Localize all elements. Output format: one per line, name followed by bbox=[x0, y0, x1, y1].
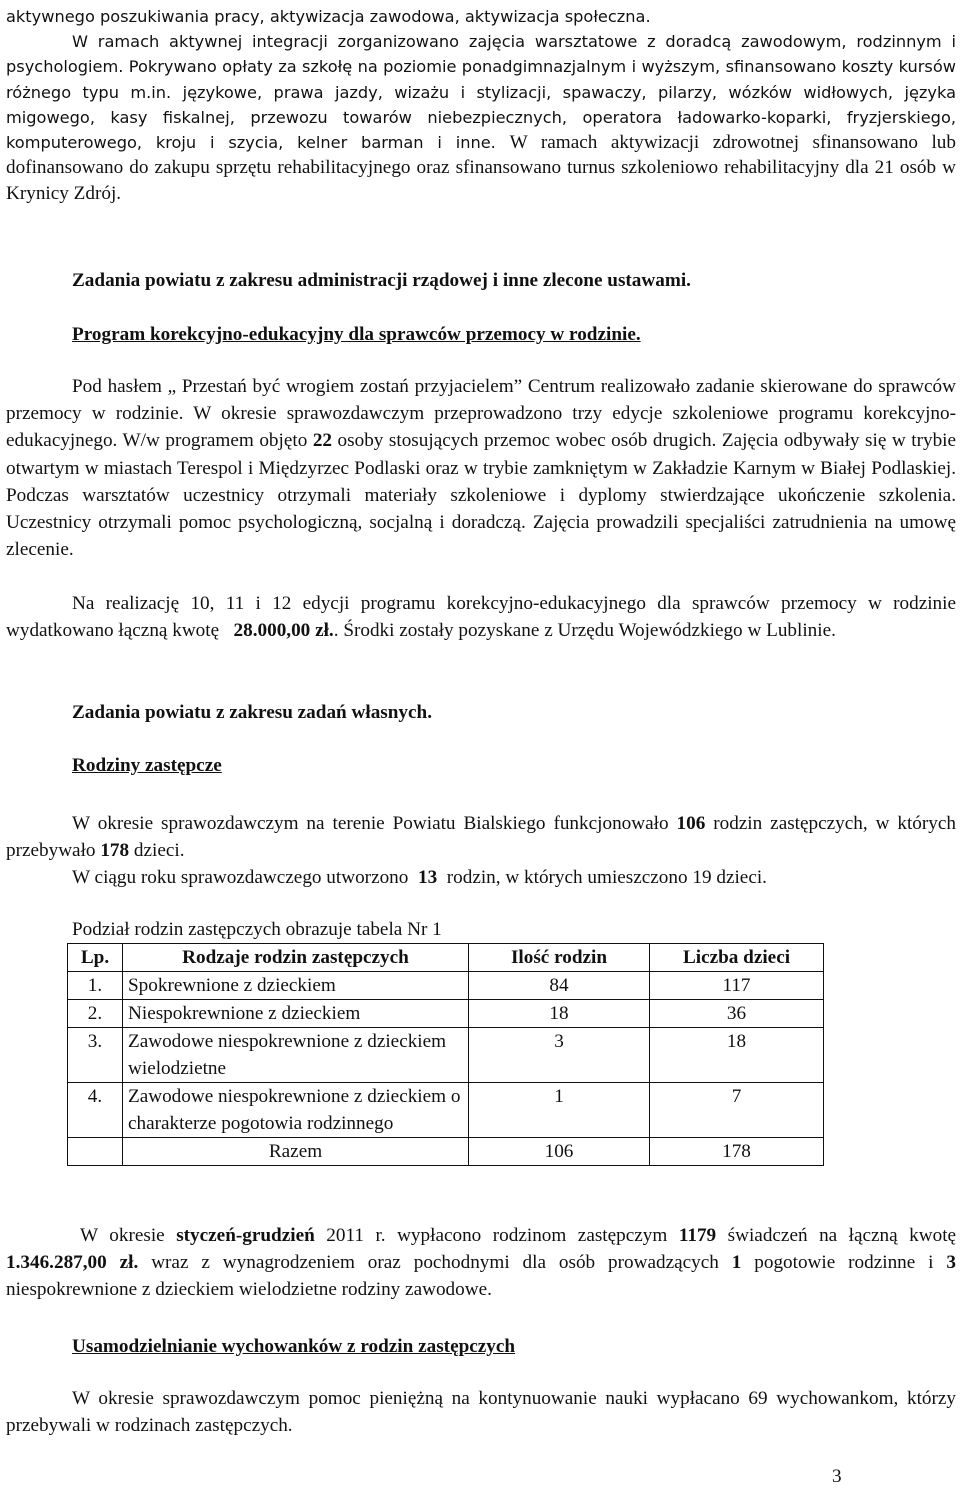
paragraph-health-activation: W ramach aktywizacji zdrowotnej sfinansowano lub dofinansowano do zakupu sprzętu rehabilitacyjnego oraz sfinansowano turnus szkoleniowo rehabilitacyjny dla 21 osób w Krynicy Zdrój. bbox=[6, 132, 956, 204]
section-heading-correction-program: Program korekcyjno-edukacyjny dla sprawców przemocy w rodzinie. bbox=[72, 324, 641, 345]
table-header-row bbox=[68, 944, 824, 972]
table-cell: 178 bbox=[650, 1138, 824, 1166]
paragraph-payments bbox=[6, 1222, 956, 1304]
professional-families-count: 3 bbox=[946, 1252, 957, 1274]
new-families-count: 13 bbox=[417, 867, 438, 888]
column-header: Liczba dzieci bbox=[650, 944, 824, 972]
table-cell: Niespokrewnione z dzieckiem bbox=[123, 1000, 469, 1028]
paragraph-text: niespokrewnione z dzieckiem wielodzietne rodziny zawodowe. bbox=[6, 1279, 492, 1301]
paragraph-new-families bbox=[6, 864, 956, 891]
table-cell: 2. bbox=[68, 1000, 123, 1028]
table-row bbox=[68, 1028, 824, 1083]
table-cell: 84 bbox=[469, 972, 650, 1000]
table-cell: 18 bbox=[469, 1000, 650, 1028]
column-header: Lp. bbox=[68, 944, 123, 972]
paragraph-text: świadczeń na łączną kwotę bbox=[727, 1225, 957, 1246]
table-cell: 3. bbox=[68, 1028, 123, 1083]
paragraph-activation bbox=[6, 4, 956, 29]
payments-amount: 1.346.287,00 zł. bbox=[6, 1252, 139, 1274]
paragraph-text: dzieci. bbox=[133, 840, 185, 862]
section-heading-independence: Usamodzielnianie wychowanków z rodzin zastępczych bbox=[72, 1336, 516, 1357]
table-cell: Zawodowe niespokrewnione z dzieckiem o charakterze pogotowia rodzinnego bbox=[123, 1083, 469, 1138]
paragraph-text: osoby stosujących przemoc wobec osób drugich. Zajęcia odbywały się w trybie otwartym w miastach Terespol i Międzyrzec Podlaski oraz w trybie zamkniętym w Zakładzie Karnym w Białej Podlaskiej. Podczas warsztatów uczestnicy otrzymali materiały szkoleniowe i dyplomy stwierdzające ukończenie szkolenia. Uczestnicy otrzymali pomoc psychologiczną, socjalną i doradczą. Zajęcia prowadzili specjaliści zatrudnienia na umowę zlecenie. bbox=[6, 430, 957, 561]
column-header: Rodzaje rodzin zastępczych bbox=[123, 944, 469, 972]
table-cell: 7 bbox=[650, 1083, 824, 1138]
section-heading-foster-families: Rodziny zastępcze bbox=[72, 755, 222, 776]
table-row bbox=[68, 1083, 824, 1138]
table-cell: 4. bbox=[68, 1083, 123, 1138]
emergency-families-count: 1 bbox=[731, 1252, 742, 1274]
paragraph-text: rodzin, w których umieszczono 19 dzieci. bbox=[446, 867, 767, 888]
paragraph-text: Na realizację 10, 11 i 12 edycji programu korekcyjno-edukacyjnego dla sprawców przemocy w rodzinie wydatkowano łączną kwotę bbox=[6, 593, 956, 642]
benefits-count: 1179 bbox=[678, 1225, 717, 1246]
period: styczeń-grudzień bbox=[176, 1225, 315, 1246]
paragraph-active-integration bbox=[6, 29, 956, 206]
paragraph-text: W okresie bbox=[80, 1225, 165, 1246]
table-cell: Zawodowe niespokrewnione z dzieckiem wielodzietne bbox=[123, 1028, 469, 1083]
paragraph-text: W ramach aktywnej integracji zorganizowano zajęcia warsztatowe z doradcą zawodowym, rodzinnym i psychologiem. Pokrywano opłaty za szkołę na poziomie ponadgimnazjalnym i wyższym, sfinansowano koszty kursów różnego typu m.in. językowe, prawa jazdy, wizażu i stylizacji, spawaczy, pilarzy, wózków widłowych, języka migowego, kasy fiskalnej, przewozu towarów niebezpiecznych, operatora ładowarko-koparki, fryzjerskiego, komputerowego, kroju i szycia, kelner barman i inne. bbox=[6, 32, 956, 153]
table-row bbox=[68, 1000, 824, 1028]
paragraph-text: wraz z wynagrodzeniem oraz pochodnymi dla osób prowadzących bbox=[151, 1252, 719, 1274]
children-count: 178 bbox=[100, 840, 130, 862]
table-row bbox=[68, 972, 824, 1000]
paragraph-text: aktywnego poszukiwania pracy, aktywizacja zawodowa, aktywizacja społeczna. bbox=[6, 7, 651, 26]
paragraph-foster-count bbox=[6, 810, 956, 864]
paragraph-text: rodzin zastępczych, w których przebywało bbox=[6, 813, 956, 862]
paragraph-text: . Środki zostały pozyskane z Urzędu Wojewódzkiego w Lublinie. bbox=[333, 620, 836, 642]
families-count: 106 bbox=[676, 813, 706, 834]
column-header: Ilość rodzin bbox=[469, 944, 650, 972]
paragraph-program-funding bbox=[6, 590, 956, 644]
table-cell: Spokrewnione z dzieckiem bbox=[123, 972, 469, 1000]
table-cell: 1 bbox=[469, 1083, 650, 1138]
paragraph-text: W ciągu roku sprawozdawczego utworzono bbox=[72, 867, 409, 888]
funding-amount: 28.000,00 zł. bbox=[233, 620, 334, 642]
section-heading-own-tasks: Zadania powiatu z zakresu zadań własnych. bbox=[72, 702, 433, 723]
table-cell: 18 bbox=[650, 1028, 824, 1083]
table-caption: Podział rodzin zastępczych obrazuje tabela Nr 1 bbox=[72, 919, 442, 940]
paragraph-text: W okresie sprawozdawczym na terenie Powiatu Bialskiego funkcjonowało bbox=[72, 813, 669, 834]
table-cell: 3 bbox=[469, 1028, 650, 1083]
paragraph-text: pogotowie rodzinne i bbox=[754, 1252, 934, 1274]
participants-count: 22 bbox=[312, 430, 333, 452]
table-cell: 36 bbox=[650, 1000, 824, 1028]
paragraph-text: 2011 r. wypłacono rodzinom zastępczym bbox=[326, 1225, 668, 1246]
paragraph-independence bbox=[6, 1385, 956, 1439]
table-cell: Razem bbox=[123, 1138, 469, 1166]
table-cell: 117 bbox=[650, 972, 824, 1000]
paragraph-program-description bbox=[6, 373, 956, 563]
paragraph-text: W okresie sprawozdawczym pomoc pieniężną na kontynuowanie nauki wypłacano 69 wychowankom, którzy przebywali w rodzinach zastępczych. bbox=[6, 1388, 956, 1437]
paragraph-text: Pod hasłem „ Przestań być wrogiem zostań przyjacielem” Centrum realizowało zadanie skierowane do sprawców przemocy w rodzinie. W okresie sprawozdawczym przeprowadzono trzy edycje szkoleniowe programu korekcyjno-edukacyjnego. W/w programem objęto bbox=[6, 376, 956, 452]
page-number: 3 bbox=[832, 1466, 842, 1487]
table-total-row bbox=[68, 1138, 824, 1166]
table-cell: 106 bbox=[469, 1138, 650, 1166]
table-cell: 1. bbox=[68, 972, 123, 1000]
section-heading-government-tasks: Zadania powiatu z zakresu administracji rządowej i inne zlecone ustawami. bbox=[72, 270, 691, 291]
foster-families-table bbox=[67, 943, 824, 1166]
table-cell bbox=[68, 1138, 123, 1166]
